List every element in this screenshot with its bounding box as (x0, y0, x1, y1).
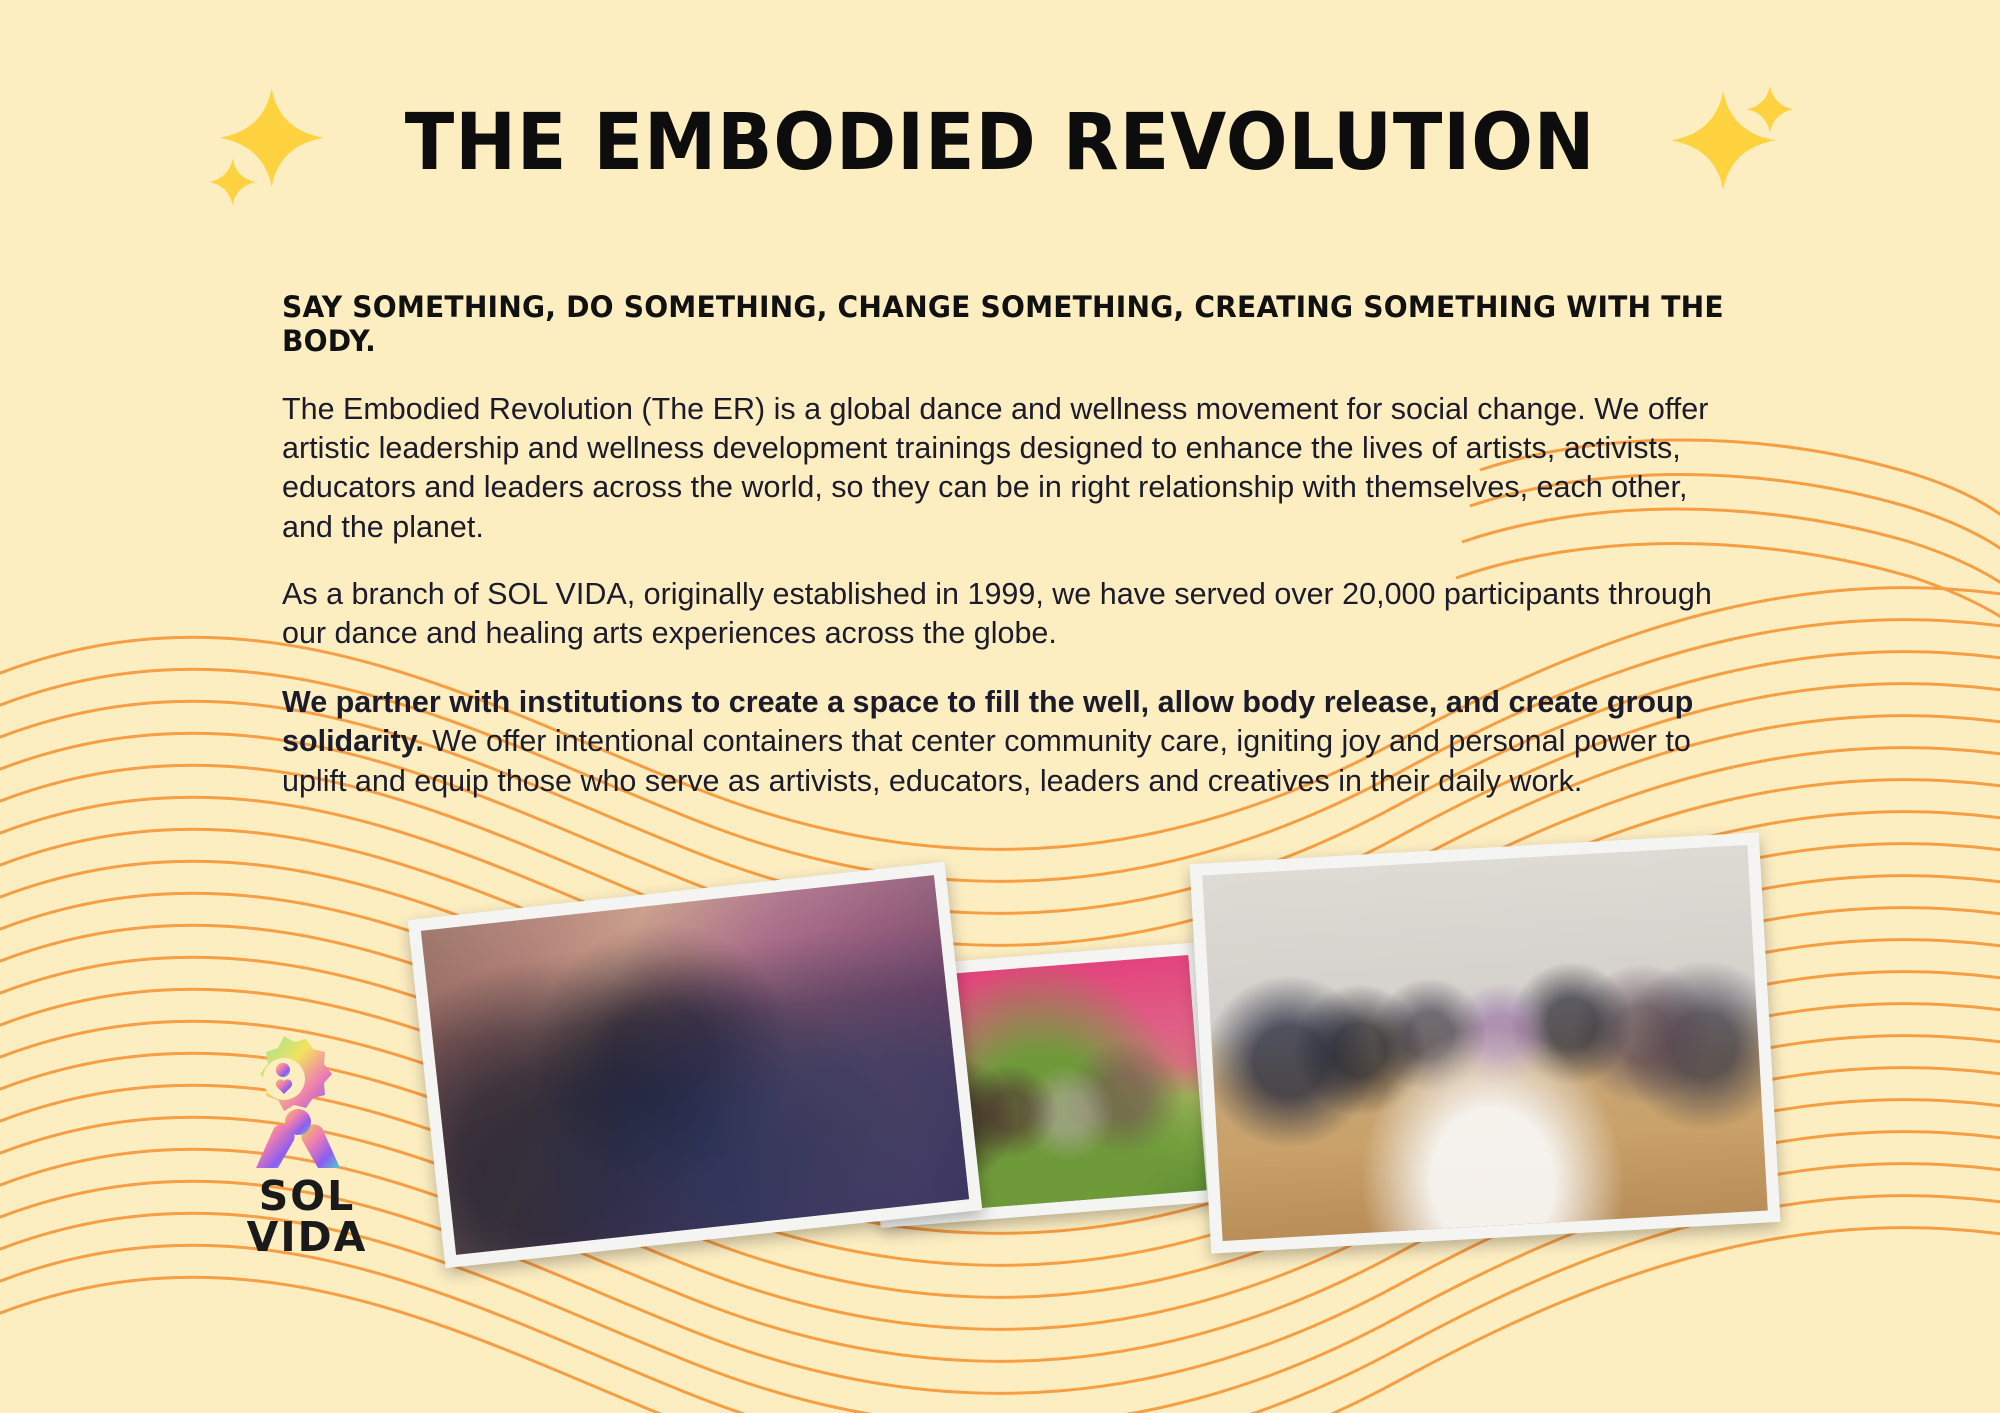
sol-vida-logo-icon (222, 1030, 392, 1180)
photo-group-image (1202, 845, 1768, 1241)
paragraph-2: As a branch of SOL VIDA, originally established in 1999, we have served over 20,000 participants through our dance and healing arts experiences across the globe. (282, 576, 1712, 650)
paragraph-3-rest: We offer intentional containers that center community care, igniting joy and personal power to uplift and equip those who serve as artivists, educators, leaders and creatives in their daily work. (282, 724, 1691, 798)
body-copy (282, 390, 1732, 829)
tagline: SAY SOMETHING, DO SOMETHING, CHANGE SOMETHING, CREATING SOMETHING WITH THE BODY. (282, 290, 1724, 358)
photo-group (1190, 832, 1781, 1253)
sparkles-icon (1666, 78, 1796, 208)
logo-wordmark (222, 1172, 392, 1261)
photo-dance-image (421, 875, 969, 1255)
paragraph-3 (282, 683, 1732, 801)
page-title-row (0, 78, 2000, 208)
sparkles-icon (204, 78, 334, 208)
paragraph-1: The Embodied Revolution (The ER) is a global dance and wellness movement for social change. We offer artistic leadership and wellness development trainings designed to enhance the lives of artists, activists, educators and leaders across the world, so they can be in right relationship with themselves, each other, and the planet. (282, 392, 1709, 544)
logo-line-1: SOL (258, 1172, 356, 1220)
logo-line-2: VIDA (246, 1213, 368, 1261)
photo-dance (408, 862, 983, 1268)
sol-vida-logo (222, 1030, 392, 1260)
paragraph-3-bold: We partner with institutions to create a space to fill the well, allow body release, and create group solidarity. (282, 685, 1694, 759)
page-title: THE EMBODIED REVOLUTION (404, 98, 1596, 188)
